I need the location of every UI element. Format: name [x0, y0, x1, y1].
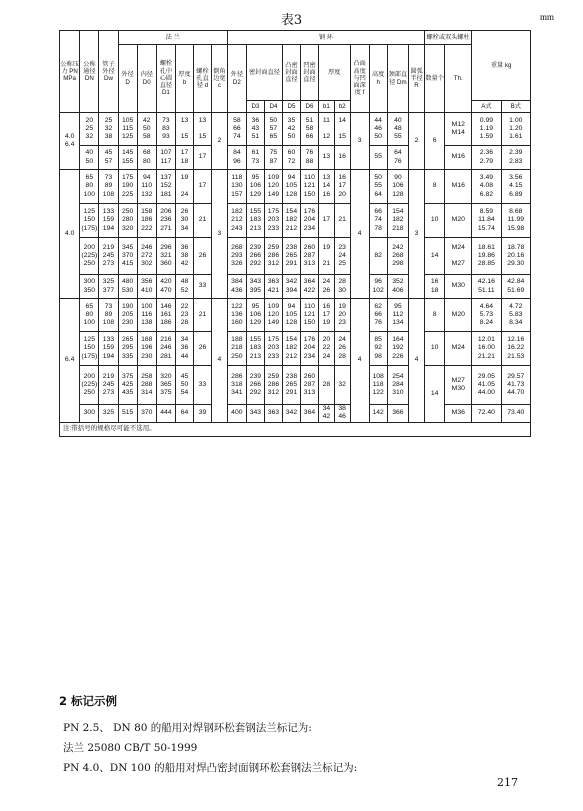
header-ring-D4-sym: D4 — [264, 101, 282, 113]
cell-D2: 188 218 250 — [227, 332, 246, 366]
cell-b1: 19 21 — [318, 238, 334, 275]
cell-h: 108 118 122 — [369, 366, 387, 405]
header-ring: 钢 环 — [227, 31, 424, 45]
cell-n: 10 — [425, 332, 445, 366]
cell-dn: 200 (225) 250 — [80, 238, 99, 275]
header-flange-D: 外径 D — [118, 45, 137, 113]
cell-D0: 258 288 314 — [137, 366, 156, 405]
cell-D4: 259 286 312 — [264, 366, 282, 405]
cell-b1: 34 42 — [318, 405, 334, 423]
header-dw: 管子外径 Dw — [99, 31, 118, 113]
cell-d: 21 — [193, 299, 211, 332]
cell-b2: 24 26 28 — [334, 332, 350, 366]
table-row — [60, 113, 531, 146]
header-ring-D6: 凹密封面直径 — [300, 45, 318, 101]
cell-n: 8 — [425, 170, 445, 204]
cell-dw: 325 — [99, 405, 118, 423]
cell-R: 4 — [409, 299, 425, 423]
cell-th: M24 — [445, 332, 472, 366]
cell-D: 175 190 225 — [118, 170, 137, 204]
cell-th: M30 — [445, 275, 472, 299]
page-number: 217 — [497, 776, 518, 789]
header-ring-thickness: 厚度 — [318, 45, 350, 101]
cell-D2: 122 136 160 — [227, 299, 246, 332]
cell-h: 82 — [369, 238, 387, 275]
table-row — [60, 146, 531, 170]
cell-D3: 155 183 213 — [246, 204, 264, 238]
cell-b1: 11 12 — [318, 113, 334, 146]
header-dn: 公称通径 DN — [80, 31, 99, 113]
cell-dn: 200 (225) 250 — [80, 366, 99, 405]
header-flange-b: 厚度 b — [175, 45, 193, 113]
cell-d: 33 — [193, 275, 211, 299]
cell-h: 96 102 — [369, 275, 387, 299]
cell-D4: 363 — [264, 405, 282, 423]
cell-h: 85 92 98 — [369, 332, 387, 366]
header-ring-Dm: 颈部直径 Dm — [387, 45, 408, 113]
cell-Dm: 164 192 226 — [387, 332, 408, 366]
cell-dw: 73 89 108 — [99, 170, 118, 204]
cell-B: 18.78 20.16 29.30 — [501, 238, 530, 275]
cell-B: 42.84 51.69 — [501, 275, 530, 299]
header-ring-D3: 密封面直径 — [246, 45, 282, 101]
cell-B: 1.00 1.20 1.61 — [501, 113, 530, 146]
cell-D1: 420 470 — [156, 275, 175, 299]
cell-pn: 4.0 6.4 — [60, 113, 80, 170]
cell-D6: 260 287 313 — [300, 238, 318, 275]
cell-b1: 17 — [318, 204, 334, 238]
cell-d: 13 15 — [193, 113, 211, 146]
table-body — [60, 113, 531, 437]
cell-D6: 176 204 234 — [300, 332, 318, 366]
cell-f: 4 — [350, 299, 369, 423]
cell-D5: 94 105 128 — [282, 170, 300, 204]
cell-D5: 238 265 291 — [282, 366, 300, 405]
cell-D1: 146 161 186 — [156, 299, 175, 332]
cell-dw: 219 245 273 — [99, 366, 118, 405]
cell-th: M36 — [445, 405, 472, 423]
table-row — [60, 275, 531, 299]
header-ring-R: 圆弧半径 R — [409, 45, 425, 113]
cell-B: 3.56 4.15 6.89 — [501, 170, 530, 204]
cell-Dm: 154 182 218 — [387, 204, 408, 238]
cell-D4: 50 57 65 — [264, 113, 282, 146]
cell-n: 16 18 — [425, 275, 445, 299]
cell-A: 2.36 2.79 — [472, 146, 501, 170]
cell-pn: 4.0 — [60, 170, 80, 299]
table-note-row — [60, 422, 531, 436]
cell-n: 10 — [425, 204, 445, 238]
cell-th: M16 — [445, 146, 472, 170]
cell-R: 3 — [409, 170, 425, 299]
cell-d: 26 — [193, 332, 211, 366]
header-ring-h: 高度 h — [369, 45, 387, 113]
cell-D: 480 530 — [118, 275, 137, 299]
cell-D1: 73 83 93 — [156, 113, 175, 146]
cell-D2: 268 293 326 — [227, 238, 246, 275]
cell-D3: 36 43 51 — [246, 113, 264, 146]
unit-label: mm — [540, 12, 555, 22]
cell-D6: 176 204 234 — [300, 204, 318, 238]
cell-f: 4 — [350, 170, 369, 299]
cell-D5: 60 72 — [282, 146, 300, 170]
cell-D4: 75 87 — [264, 146, 282, 170]
cell-dw: 133 159 194 — [99, 204, 118, 238]
cell-D6: 76 88 — [300, 146, 318, 170]
cell-b2: 32 — [334, 366, 350, 405]
cell-Dm: 95 112 134 — [387, 299, 408, 332]
cell-h: 142 — [369, 405, 387, 423]
cell-D4: 175 203 233 — [264, 204, 282, 238]
cell-dw: 325 377 — [99, 275, 118, 299]
table-row — [60, 170, 531, 204]
cell-h: 50 55 64 — [369, 170, 387, 204]
example-paragraph-2: 法兰 25080 CB/T 50-1999 — [63, 742, 198, 754]
header-ring-f: 凸面高度与凹面深度 f — [350, 45, 369, 113]
cell-D: 190 205 230 — [118, 299, 137, 332]
cell-b: 17 18 — [175, 146, 193, 170]
cell-A: 42.16 51.11 — [472, 275, 501, 299]
cell-D3: 343 395 — [246, 275, 264, 299]
cell-c: 4 — [212, 299, 228, 423]
cell-n: 14 — [425, 366, 445, 423]
cell-D: 345 370 415 — [118, 238, 137, 275]
cell-b: 45 50 54 — [175, 366, 193, 405]
cell-D3: 343 — [246, 405, 264, 423]
table-row — [60, 238, 531, 275]
header-flange-c: 倒角边宽 c — [212, 45, 228, 113]
cell-D3: 95 106 129 — [246, 170, 264, 204]
cell-n: 6 — [425, 113, 445, 170]
cell-A: 72.40 — [472, 405, 501, 423]
cell-D1: 206 236 271 — [156, 204, 175, 238]
table-row — [60, 366, 531, 405]
cell-h: 55 — [369, 146, 387, 170]
cell-b: 64 — [175, 405, 193, 423]
cell-D5: 154 182 212 — [282, 204, 300, 238]
cell-D4: 109 120 149 — [264, 170, 282, 204]
cell-D2: 182 212 243 — [227, 204, 246, 238]
header-pn: 公称压力 PN MPa — [60, 31, 80, 113]
cell-D0: 370 — [137, 405, 156, 423]
cell-d: 21 — [193, 204, 211, 238]
cell-D2: 286 318 341 — [227, 366, 246, 405]
table-row — [60, 299, 531, 332]
cell-b: 19 24 — [175, 170, 193, 204]
header-ring-D5: 凸密封面直径 — [282, 45, 300, 101]
cell-D4: 363 421 — [264, 275, 282, 299]
cell-D0: 356 410 — [137, 275, 156, 299]
header-ring-D6-sym: D6 — [300, 101, 318, 113]
cell-d: 33 — [193, 366, 211, 405]
cell-b2: 28 30 — [334, 275, 350, 299]
cell-B: 73.40 — [501, 405, 530, 423]
cell-Dm: 90 106 128 — [387, 170, 408, 204]
cell-dw: 73 89 108 — [99, 299, 118, 332]
cell-th: M27 M30 — [445, 366, 472, 405]
cell-Dm: 366 — [387, 405, 408, 423]
cell-R: 2 — [409, 113, 425, 170]
cell-d: 17 — [193, 146, 211, 170]
header-flange-D0: 内径 D0 — [137, 45, 156, 113]
cell-D3: 95 106 129 — [246, 299, 264, 332]
cell-B: 8.68 11.99 15.98 — [501, 204, 530, 238]
cell-D1: 137 152 181 — [156, 170, 175, 204]
cell-b: 26 30 34 — [175, 204, 193, 238]
cell-D6: 110 121 150 — [300, 299, 318, 332]
cell-B: 2.39 2.83 — [501, 146, 530, 170]
cell-n: 14 — [425, 238, 445, 275]
cell-B: 12.16 16.22 21.53 — [501, 332, 530, 366]
cell-f: 3 — [350, 113, 369, 170]
header-ring-D2: 外径 D2 — [227, 45, 246, 113]
cell-b1: 28 — [318, 366, 334, 405]
cell-D0: 100 116 138 — [137, 299, 156, 332]
cell-A: 12.01 16.00 21.21 — [472, 332, 501, 366]
cell-dw: 25 32 38 — [99, 113, 118, 146]
cell-Dm: 40 48 55 — [387, 113, 408, 146]
cell-B: 29.57 41.73 44.70 — [501, 366, 530, 405]
header-bolt: 螺栓或双头螺柱 — [425, 31, 472, 45]
cell-D5: 35 42 50 — [282, 113, 300, 146]
cell-D2: 400 — [227, 405, 246, 423]
cell-dn: 300 — [80, 405, 99, 423]
cell-B: 4.72 5.83 8.34 — [501, 299, 530, 332]
cell-th: M20 — [445, 299, 472, 332]
table-title: 表3 — [280, 13, 303, 28]
cell-b1: 24 26 — [318, 275, 334, 299]
cell-D3: 239 266 292 — [246, 366, 264, 405]
cell-c: 2 — [212, 113, 228, 170]
cell-D1: 216 246 281 — [156, 332, 175, 366]
cell-D6: 364 — [300, 405, 318, 423]
cell-b: 48 52 — [175, 275, 193, 299]
cell-D: 105 115 125 — [118, 113, 137, 146]
cell-b1: 16 17 19 — [318, 299, 334, 332]
cell-D2: 84 96 — [227, 146, 246, 170]
header-bolt-count: 数量个 — [425, 45, 445, 113]
cell-Dm: 242 268 298 — [387, 238, 408, 275]
table-note: 注:带括号的规格尽可能不选用。 — [60, 422, 531, 436]
header-weight-A: A式 — [472, 101, 501, 113]
cell-th: M24 M27 — [445, 238, 472, 275]
cell-D6: 364 422 — [300, 275, 318, 299]
cell-d: 17 — [193, 170, 211, 204]
cell-D1: 444 — [156, 405, 175, 423]
cell-D1: 107 117 — [156, 146, 175, 170]
cell-b2: 38 46 — [334, 405, 350, 423]
cell-D2: 118 130 157 — [227, 170, 246, 204]
cell-A: 8.59 11.84 15.74 — [472, 204, 501, 238]
cell-b2: 16 17 20 — [334, 170, 350, 204]
cell-D5: 342 394 — [282, 275, 300, 299]
cell-D2: 58 66 74 — [227, 113, 246, 146]
cell-n: 8 — [425, 299, 445, 332]
cell-D: 250 280 320 — [118, 204, 137, 238]
cell-D3: 61 73 — [246, 146, 264, 170]
cell-D4: 109 120 149 — [264, 299, 282, 332]
cell-D: 375 425 435 — [118, 366, 137, 405]
header-weight-B: B式 — [501, 101, 530, 113]
cell-D3: 239 266 292 — [246, 238, 264, 275]
cell-A: 4.64 5.73 8.24 — [472, 299, 501, 332]
example-paragraph-3: PN 4.0、DN 100 的船用对焊凸密封面钢环松套钢法兰标记为: — [63, 762, 358, 774]
cell-A: 29.05 41.05 44.00 — [472, 366, 501, 405]
cell-D: 515 — [118, 405, 137, 423]
cell-th: M20 — [445, 204, 472, 238]
cell-b2: 19 20 23 — [334, 299, 350, 332]
cell-d: 39 — [193, 405, 211, 423]
cell-D: 265 295 335 — [118, 332, 137, 366]
cell-pn: 6.4 — [60, 299, 80, 423]
cell-b1: 13 14 16 — [318, 170, 334, 204]
cell-D6: 51 58 66 — [300, 113, 318, 146]
cell-dn: 125 150 (175) — [80, 204, 99, 238]
specification-table — [59, 30, 531, 437]
header-flange: 法 兰 — [118, 31, 227, 45]
cell-h: 66 74 78 — [369, 204, 387, 238]
cell-D1: 320 365 375 — [156, 366, 175, 405]
header-flange-d: 螺栓孔直径 d — [193, 45, 211, 113]
cell-dw: 219 245 273 — [99, 238, 118, 275]
cell-dn: 65 80 100 — [80, 170, 99, 204]
cell-b2: 21 — [334, 204, 350, 238]
cell-h: 62 66 76 — [369, 299, 387, 332]
cell-dn: 65 80 100 — [80, 299, 99, 332]
cell-A: 3.49 4.08 6.82 — [472, 170, 501, 204]
cell-D6: 260 287 313 — [300, 366, 318, 405]
cell-th: M16 — [445, 170, 472, 204]
header-bolt-thread: Th. — [445, 45, 472, 113]
table-row — [60, 332, 531, 366]
cell-D2: 384 436 — [227, 275, 246, 299]
cell-D0: 42 50 58 — [137, 113, 156, 146]
cell-D4: 175 203 233 — [264, 332, 282, 366]
section-heading: 2 标记示例 — [59, 694, 118, 708]
cell-c: 3 — [212, 170, 228, 299]
header-ring-b1: b1 — [318, 101, 334, 113]
header-ring-D3-sym: D3 — [246, 101, 264, 113]
cell-Dm: 352 406 — [387, 275, 408, 299]
header-ring-b2: b2 — [334, 101, 350, 113]
cell-dn: 300 350 — [80, 275, 99, 299]
cell-dn: 20 25 32 — [80, 113, 99, 146]
cell-th: M12 M14 — [445, 113, 472, 146]
cell-D6: 110 121 150 — [300, 170, 318, 204]
cell-d: 26 — [193, 238, 211, 275]
cell-b: 22 23 28 — [175, 299, 193, 332]
table-row — [60, 405, 531, 423]
cell-D0: 158 186 222 — [137, 204, 156, 238]
cell-A: 0.99 1.19 1.59 — [472, 113, 501, 146]
cell-b1: 13 — [318, 146, 334, 170]
cell-D0: 168 196 230 — [137, 332, 156, 366]
cell-dn: 125 150 (175) — [80, 332, 99, 366]
cell-D1: 296 321 360 — [156, 238, 175, 275]
cell-D5: 342 — [282, 405, 300, 423]
cell-D3: 155 183 213 — [246, 332, 264, 366]
example-paragraph-1: PN 2.5、 DN 80 的船用对焊钢环松套钢法兰标记为: — [63, 722, 312, 734]
cell-b: 13 15 — [175, 113, 193, 146]
header-flange-D1: 螺栓孔中心圆直径 D1 — [156, 45, 175, 113]
cell-dn: 40 50 — [80, 146, 99, 170]
cell-D4: 259 286 312 — [264, 238, 282, 275]
cell-b2: 23 24 25 — [334, 238, 350, 275]
cell-dw: 45 57 — [99, 146, 118, 170]
cell-D5: 94 105 128 — [282, 299, 300, 332]
cell-D0: 246 272 302 — [137, 238, 156, 275]
cell-D0: 94 110 132 — [137, 170, 156, 204]
cell-b: 34 36 44 — [175, 332, 193, 366]
header-weight: 重量 kg — [472, 31, 531, 101]
cell-b2: 16 — [334, 146, 350, 170]
cell-A: 18.61 19.86 28.85 — [472, 238, 501, 275]
cell-D: 145 155 — [118, 146, 137, 170]
header-ring-D5-sym: D5 — [282, 101, 300, 113]
cell-Dm: 64 76 — [387, 146, 408, 170]
cell-b1: 20 22 24 — [318, 332, 334, 366]
cell-dw: 133 159 194 — [99, 332, 118, 366]
cell-D5: 238 265 291 — [282, 238, 300, 275]
cell-b2: 14 15 — [334, 113, 350, 146]
table-row — [60, 204, 531, 238]
cell-Dm: 254 284 310 — [387, 366, 408, 405]
cell-D0: 68 80 — [137, 146, 156, 170]
cell-b: 36 38 42 — [175, 238, 193, 275]
cell-h: 44 46 50 — [369, 113, 387, 146]
cell-D5: 154 182 212 — [282, 332, 300, 366]
